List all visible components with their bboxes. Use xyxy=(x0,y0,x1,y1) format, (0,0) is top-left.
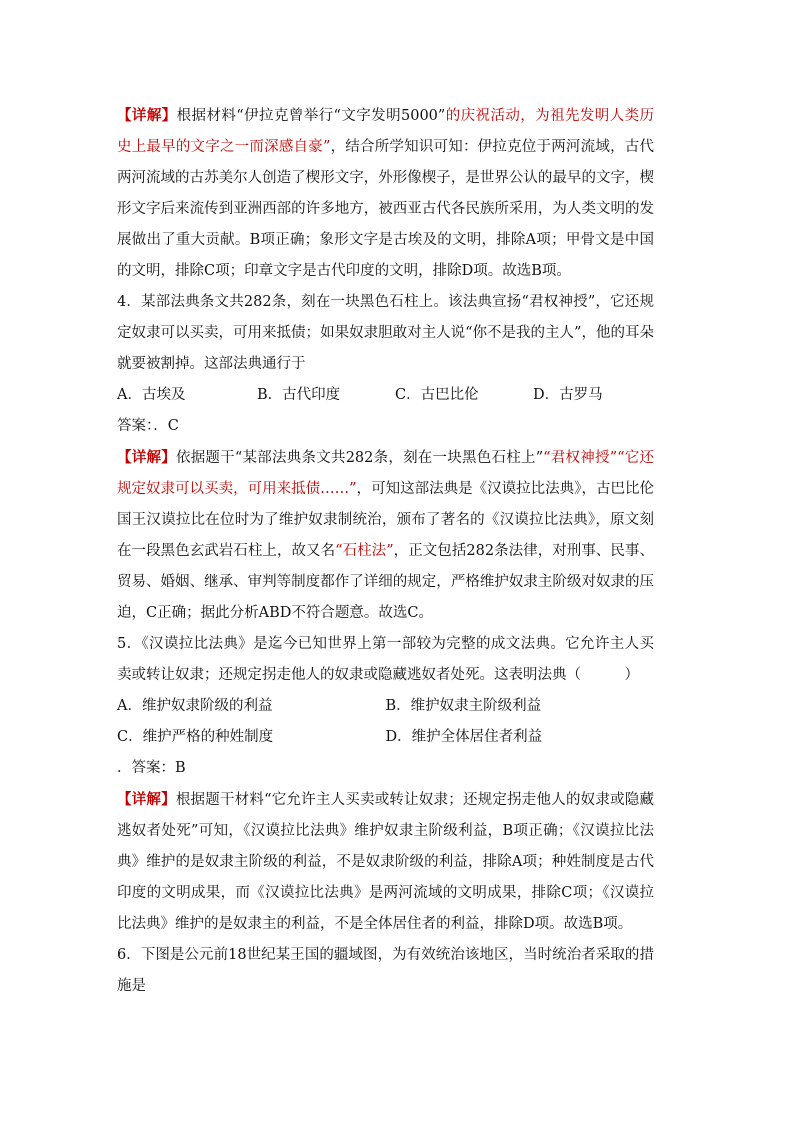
q4-options xyxy=(117,380,654,411)
q3-detail xyxy=(117,100,654,287)
q3-detail-text-1: 根据材料“伊拉克曾举行“文字发明5000” xyxy=(176,108,446,124)
q5-detail-text: 根据题干材料“它允许主人买卖或转让奴隶；还规定拐走他人的奴隶或隐藏逃奴者处死”可知，《汉谟拉比法典》维护奴隶主阶级利益，B项正确；《汉谟拉比法典》维护的是奴隶主阶级的利益，不是奴隶阶级的利益，排除A项；种姓制度是古代印度的文明成果，而《汉谟拉比法典》是两河流域的文明成果，排除C项；《汉谟拉比法典》维护的是奴隶主的利益，不是全体居住者的利益，排除D项。故选B项。 xyxy=(117,792,654,932)
q4-option-d: D．古罗马 xyxy=(533,387,603,403)
q4-detail-text-3: ，正文包括282条法律，对刑事、民事、贸易、婚姻、继承、审判等制度都作了详细的规定，严格维护奴隶主阶级对奴隶的压迫，C正确；据此分析ABD不符合题意。故选C。 xyxy=(117,543,655,621)
q4-stem: 4．某部法典条文共282条，刻在一块黑色石柱上。该法典宣扬“君权神授”，它还规定奴隶可以买卖，可用来抵债；如果奴隶胆敢对主人说“你不是我的主人”，他的耳朵就要被割掉。这部法典通行于 xyxy=(117,294,654,372)
q4-detail xyxy=(117,442,654,629)
q4-detail-text-2: ，可知这部法典是《汉谟拉比法典》，古巴比伦国王汉谟拉比在位时为了维护奴隶制统治，颁布了著名的《汉谟拉比法典》，原文刻在一段黑色玄武岩石柱上，故又名 xyxy=(117,481,654,559)
q4-option-c: C．古巴比伦 xyxy=(395,387,479,403)
q5-detail xyxy=(117,784,654,940)
q4-detail-highlight-2: “石柱法” xyxy=(335,543,394,559)
q5-options-row-1 xyxy=(117,691,654,722)
q5-option-b: B．维护奴隶主阶级利益 xyxy=(385,698,542,714)
q5-options-row-2 xyxy=(117,722,654,753)
q6-stem: 6．下图是公元前18世纪某王国的疆域图，为有效统治该地区，当时统治者采取的措施是 xyxy=(117,947,654,994)
q4-option-a: A．古埃及 xyxy=(117,387,186,403)
detail-tag: 【详解】 xyxy=(117,791,176,808)
q5-option-d: D．维护全体居住者利益 xyxy=(385,729,543,745)
q4-detail-highlight-1: “君权神授”“它还规定奴隶可以买卖，可用来抵债……” xyxy=(117,450,655,497)
detail-tag: 【详解】 xyxy=(117,107,177,124)
q3-detail-text-2: ，结合所学知识可知：伊拉克位于两河流域，古代两河流域的古苏美尔人创造了楔形文字，外形像楔子，是世界公认的最早的文字，楔形文字后来流传到亚洲西部的许多地方，被西亚古代各民族所采用，为人类文明的发展做出了重大贡献。B项正确；象形文字是古埃及的文明，排除A项；甲骨文是中国的文明，排除C项；印章文字是古代印度的文明，排除D项。故选B项。 xyxy=(117,139,654,279)
q5-answer: ．答案：B xyxy=(117,760,186,776)
q4-detail-text-1: 依据题干“某部法典条文共282条，刻在一块黑色石柱上” xyxy=(175,450,544,466)
q5-stem: 5．《汉谟拉比法典》是迄今已知世界上第一部较为完整的成文法典。它允许主人买卖或转让奴隶；还规定拐走他人的奴隶或隐藏逃奴者处死。这表明法典（ ） xyxy=(117,636,654,683)
q4-option-b: B．古代印度 xyxy=(257,387,341,403)
q4-answer: 答案：．C xyxy=(117,418,179,434)
detail-tag: 【详解】 xyxy=(117,449,176,466)
q5-option-a: A．维护奴隶阶级的利益 xyxy=(117,698,273,714)
q3-detail-highlight: 的庆祝活动，为祖先发明人类历史上最早的文字之一而深感自豪” xyxy=(117,108,655,155)
q5-option-c: C．维护严格的种姓制度 xyxy=(117,729,274,745)
